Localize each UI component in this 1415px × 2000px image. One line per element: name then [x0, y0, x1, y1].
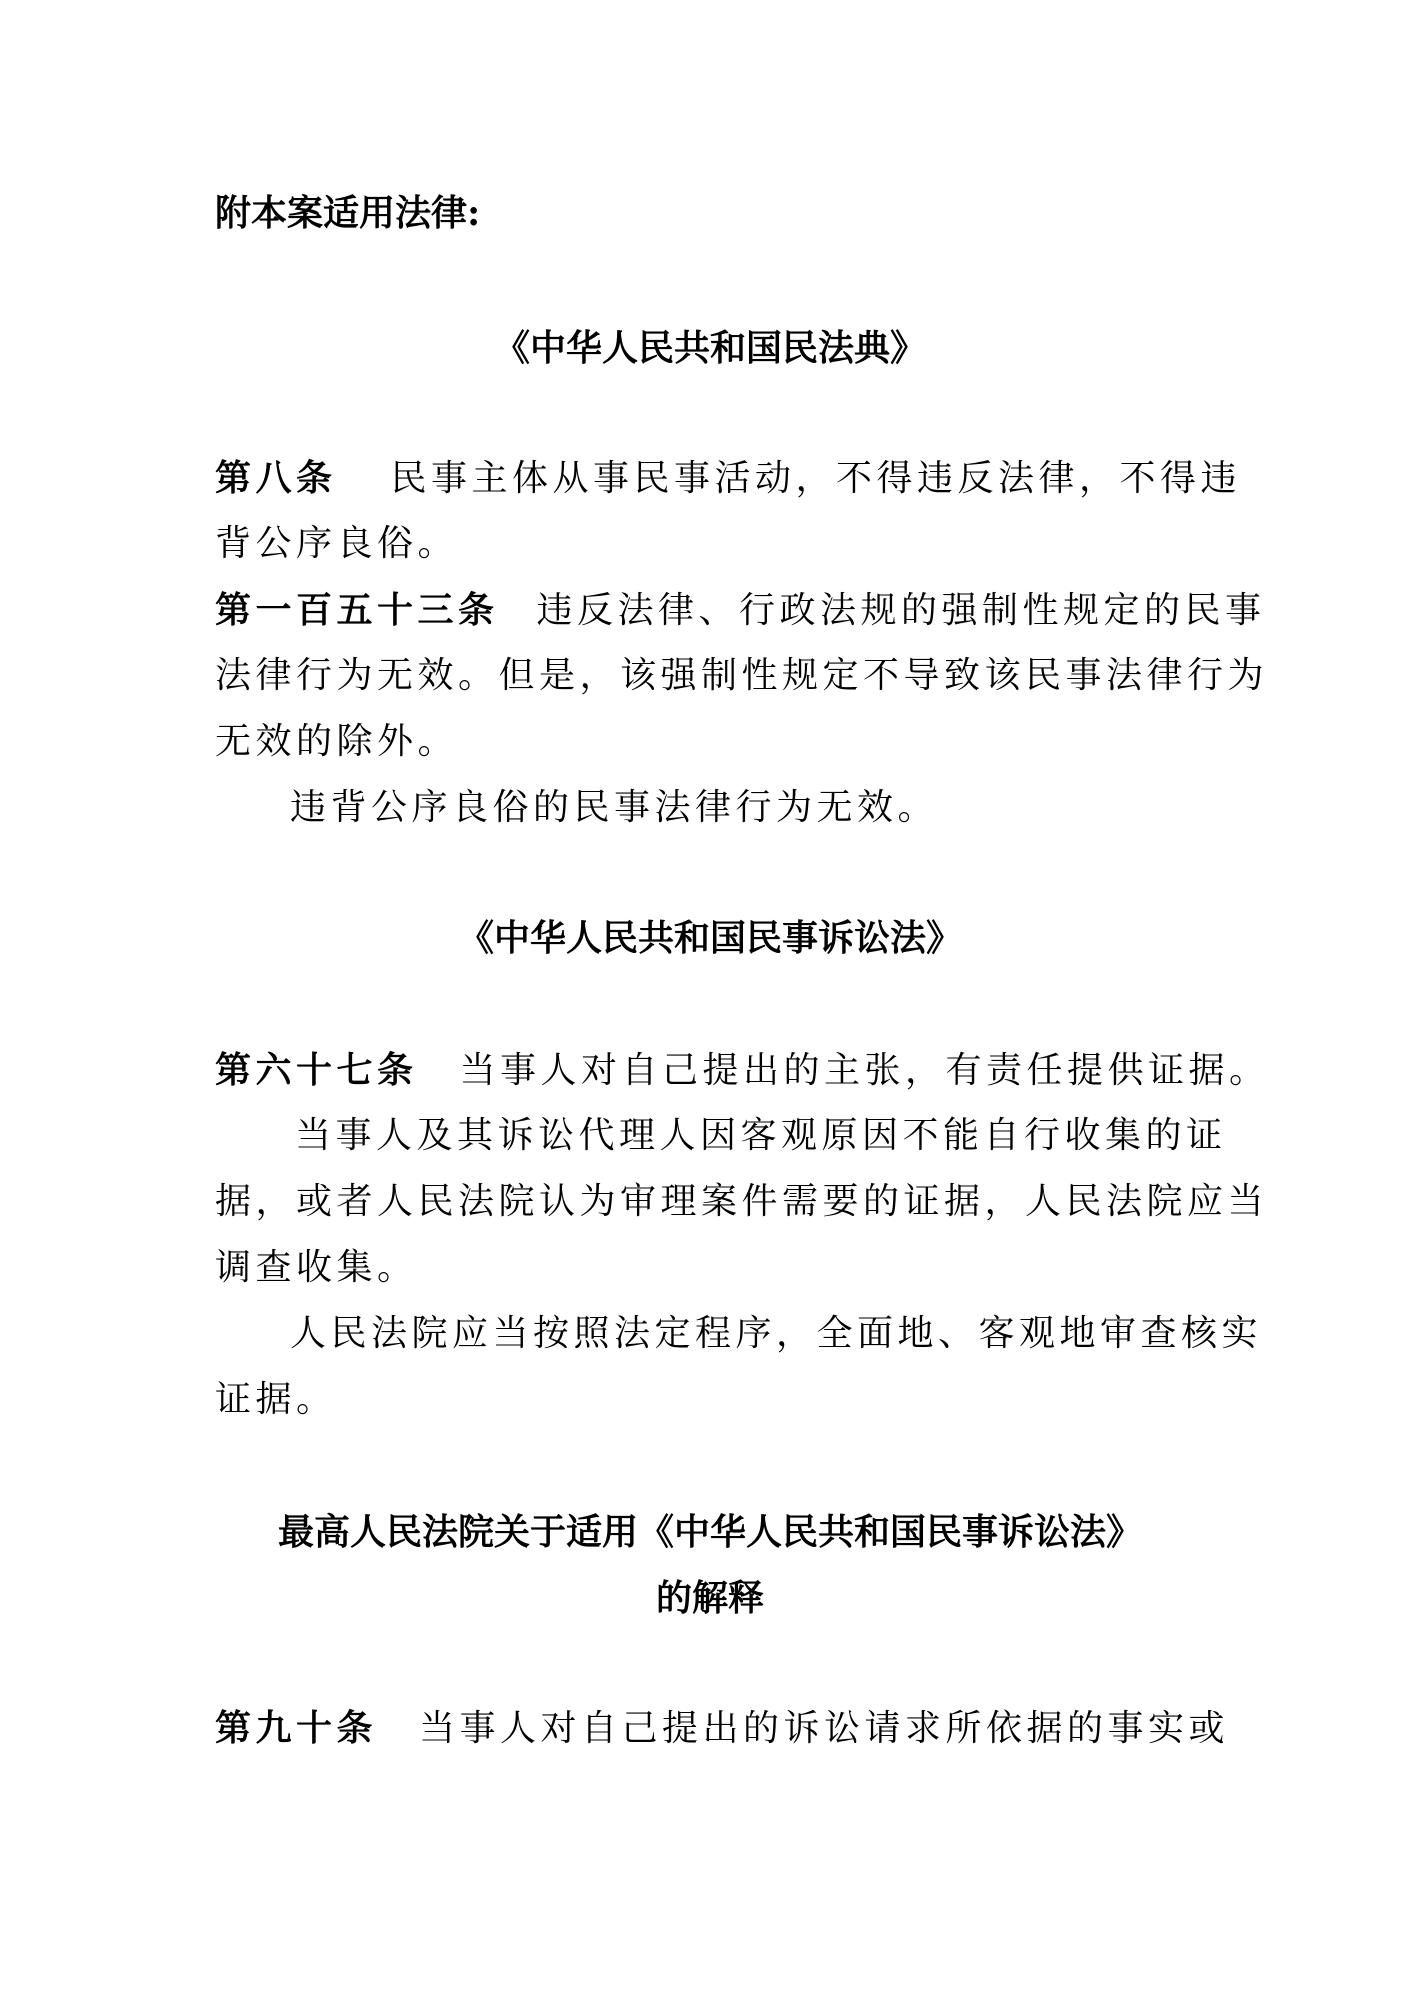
article-90-line-1 [215, 1707, 1230, 1749]
article-67-para-2-line-3: 调查收集。 [215, 1247, 418, 1288]
article-153-line-3: 无效的除外。 [215, 721, 459, 762]
article-label: 第八条 [215, 457, 337, 499]
article-67-line-1 [215, 1049, 1270, 1091]
article-text: 当事人对自己提出的诉讼请求所依据的事实或 [419, 1708, 1230, 1749]
article-label: 第九十条 [215, 1707, 378, 1749]
section-title-civil-procedure-law: 《中华人民共和国民事诉讼法》 [457, 917, 962, 959]
section-title-civil-code: 《中华人民共和国民法典》 [493, 327, 926, 369]
article-text: 违反法律、行政法规的强制性规定的民事 [536, 590, 1266, 631]
article-text: 民事主体从事民事活动，不得违反法律，不得违 [390, 458, 1242, 499]
article-67-para-2-line-2: 据，或者人民法院认为审理案件需要的证据，人民法院应当 [215, 1181, 1269, 1222]
article-label: 第六十七条 [215, 1049, 418, 1091]
article-153-para-2: 违背公序良俗的民事法律行为无效。 [290, 787, 939, 828]
article-67-para-2-line-1: 当事人及其诉讼代理人因客观原因不能自行收集的证 [295, 1115, 1227, 1156]
article-8-line-1 [215, 457, 1242, 499]
section-title-interpretation-line-1: 最高人民法院关于适用《中华人民共和国民事诉讼法》 [277, 1511, 1142, 1553]
article-153-line-2: 法律行为无效。但是，该强制性规定不导致该民事法律行为 [215, 655, 1269, 696]
article-67-para-3-line-1: 人民法院应当按照法定程序，全面地、客观地审查核实 [290, 1313, 1263, 1354]
article-label: 第一百五十三条 [215, 589, 499, 631]
article-text: 当事人对自己提出的主张，有责任提供证据。 [459, 1050, 1270, 1091]
article-153-line-1 [215, 589, 1266, 631]
article-67-para-3-line-2: 证据。 [215, 1379, 337, 1420]
intro-heading: 附本案适用法律: [215, 192, 481, 234]
article-8-line-2: 背公序良俗。 [215, 523, 459, 564]
section-title-interpretation-line-2: 的解释 [655, 1577, 764, 1619]
